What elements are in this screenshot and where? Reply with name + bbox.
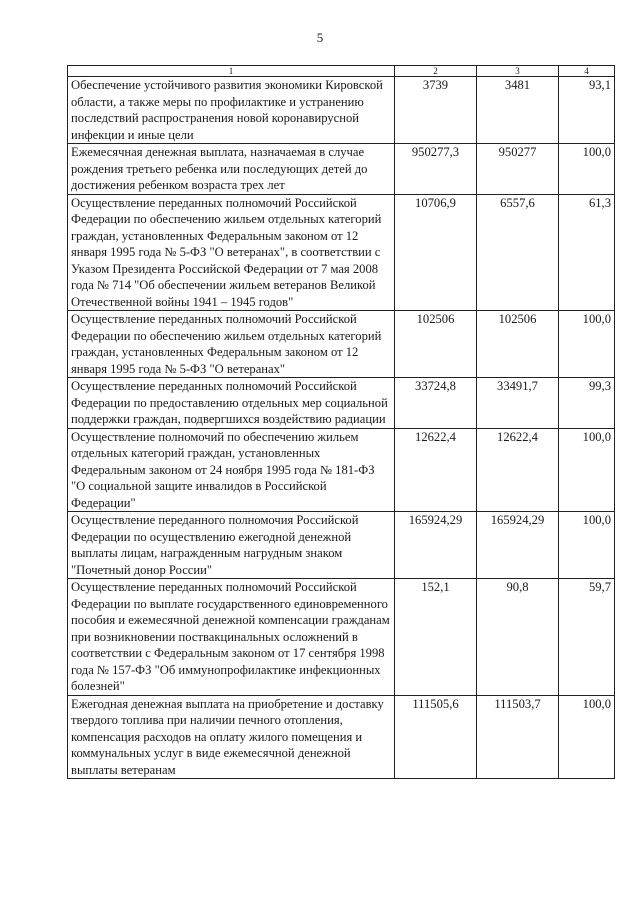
row-col4: 100,0: [559, 695, 615, 779]
table-row: [68, 194, 615, 311]
budget-table: [67, 65, 615, 779]
row-col3: 165924,29: [477, 512, 559, 579]
row-col4: 61,3: [559, 194, 615, 311]
row-col3: 90,8: [477, 579, 559, 696]
row-col3: 3481: [477, 77, 559, 144]
row-col2: 12622,4: [395, 428, 477, 512]
row-col2: 165924,29: [395, 512, 477, 579]
table-row: [68, 311, 615, 378]
row-name: Осуществление переданных полномочий Российской Федерации по обеспечению жильем отдельных категорий граждан, установленных Федеральным законом от 12 января 1995 года № 5-ФЗ "О ветеранах", в соответствии с Указом Президента Российской Федерации от 7 мая 2008 года № 714 "Об обеспечении жильем ветеранов Великой Отечественной войны 1941 – 1945 годов": [68, 194, 395, 311]
row-col2: 111505,6: [395, 695, 477, 779]
row-col4: 100,0: [559, 311, 615, 378]
row-name: Ежегодная денежная выплата на приобретение и доставку твердого топлива при наличии печного отопления, компенсация расходов на оплату жилого помещения и коммунальных услуг в виде ежемесячной денежной выплаты ветеранам: [68, 695, 395, 779]
row-col2: 10706,9: [395, 194, 477, 311]
table-header-row: [68, 66, 615, 77]
table-row: [68, 77, 615, 144]
row-col4: 93,1: [559, 77, 615, 144]
row-col4: 100,0: [559, 512, 615, 579]
row-col4: 99,3: [559, 378, 615, 429]
row-col3: 950277: [477, 144, 559, 195]
row-name: Осуществление полномочий по обеспечению жильем отдельных категорий граждан, установленных Федеральным законом от 24 ноября 1995 года № 181-ФЗ "О социальной защите инвалидов в Российской Федерации": [68, 428, 395, 512]
row-col2: 950277,3: [395, 144, 477, 195]
row-col3: 12622,4: [477, 428, 559, 512]
row-col3: 102506: [477, 311, 559, 378]
row-col4: 100,0: [559, 144, 615, 195]
row-name: Осуществление переданных полномочий Российской Федерации по обеспечению жильем отдельных категорий граждан, установленных Федеральным законом от 12 января 1995 года № 5-ФЗ "О ветеранах": [68, 311, 395, 378]
page-number: 5: [316, 30, 324, 45]
row-name: Осуществление переданных полномочий Российской Федерации по предоставлению отдельных мер социальной поддержки граждан, подвергшихся воздействию радиации: [68, 378, 395, 429]
row-col2: 33724,8: [395, 378, 477, 429]
header-cell-1: 1: [68, 66, 395, 77]
row-name: Обеспечение устойчивого развития экономики Кировской области, а также меры по профилактике и устранению последствий распространения новой коронавирусной инфекции и иные цели: [68, 77, 395, 144]
row-col3: 33491,7: [477, 378, 559, 429]
row-col2: 3739: [395, 77, 477, 144]
header-cell-4: 4: [559, 66, 615, 77]
table-row: [68, 512, 615, 579]
row-name: Осуществление переданного полномочия Российской Федерации по осуществлению ежегодной денежной выплаты лицам, награжденным нагрудным знаком "Почетный донор России": [68, 512, 395, 579]
row-col4: 59,7: [559, 579, 615, 696]
table-row: [68, 378, 615, 429]
row-col3: 111503,7: [477, 695, 559, 779]
row-col2: 152,1: [395, 579, 477, 696]
row-col4: 100,0: [559, 428, 615, 512]
row-col2: 102506: [395, 311, 477, 378]
header-cell-3: 3: [477, 66, 559, 77]
row-name: Осуществление переданных полномочий Российской Федерации по выплате государственного единовременного пособия и ежемесячной денежной компенсации гражданам при возникновении поствакцинальных осложнений в соответствии с Федеральным законом от 17 сентября 1998 года № 157-ФЗ "Об иммунопрофилактике инфекционных болезней": [68, 579, 395, 696]
row-name: Ежемесячная денежная выплата, назначаемая в случае рождения третьего ребенка или последующих детей до достижения ребенком возраста трех лет: [68, 144, 395, 195]
table-row: [68, 695, 615, 779]
table-row: [68, 579, 615, 696]
table-row: [68, 428, 615, 512]
table-row: [68, 144, 615, 195]
row-col3: 6557,6: [477, 194, 559, 311]
header-cell-2: 2: [395, 66, 477, 77]
